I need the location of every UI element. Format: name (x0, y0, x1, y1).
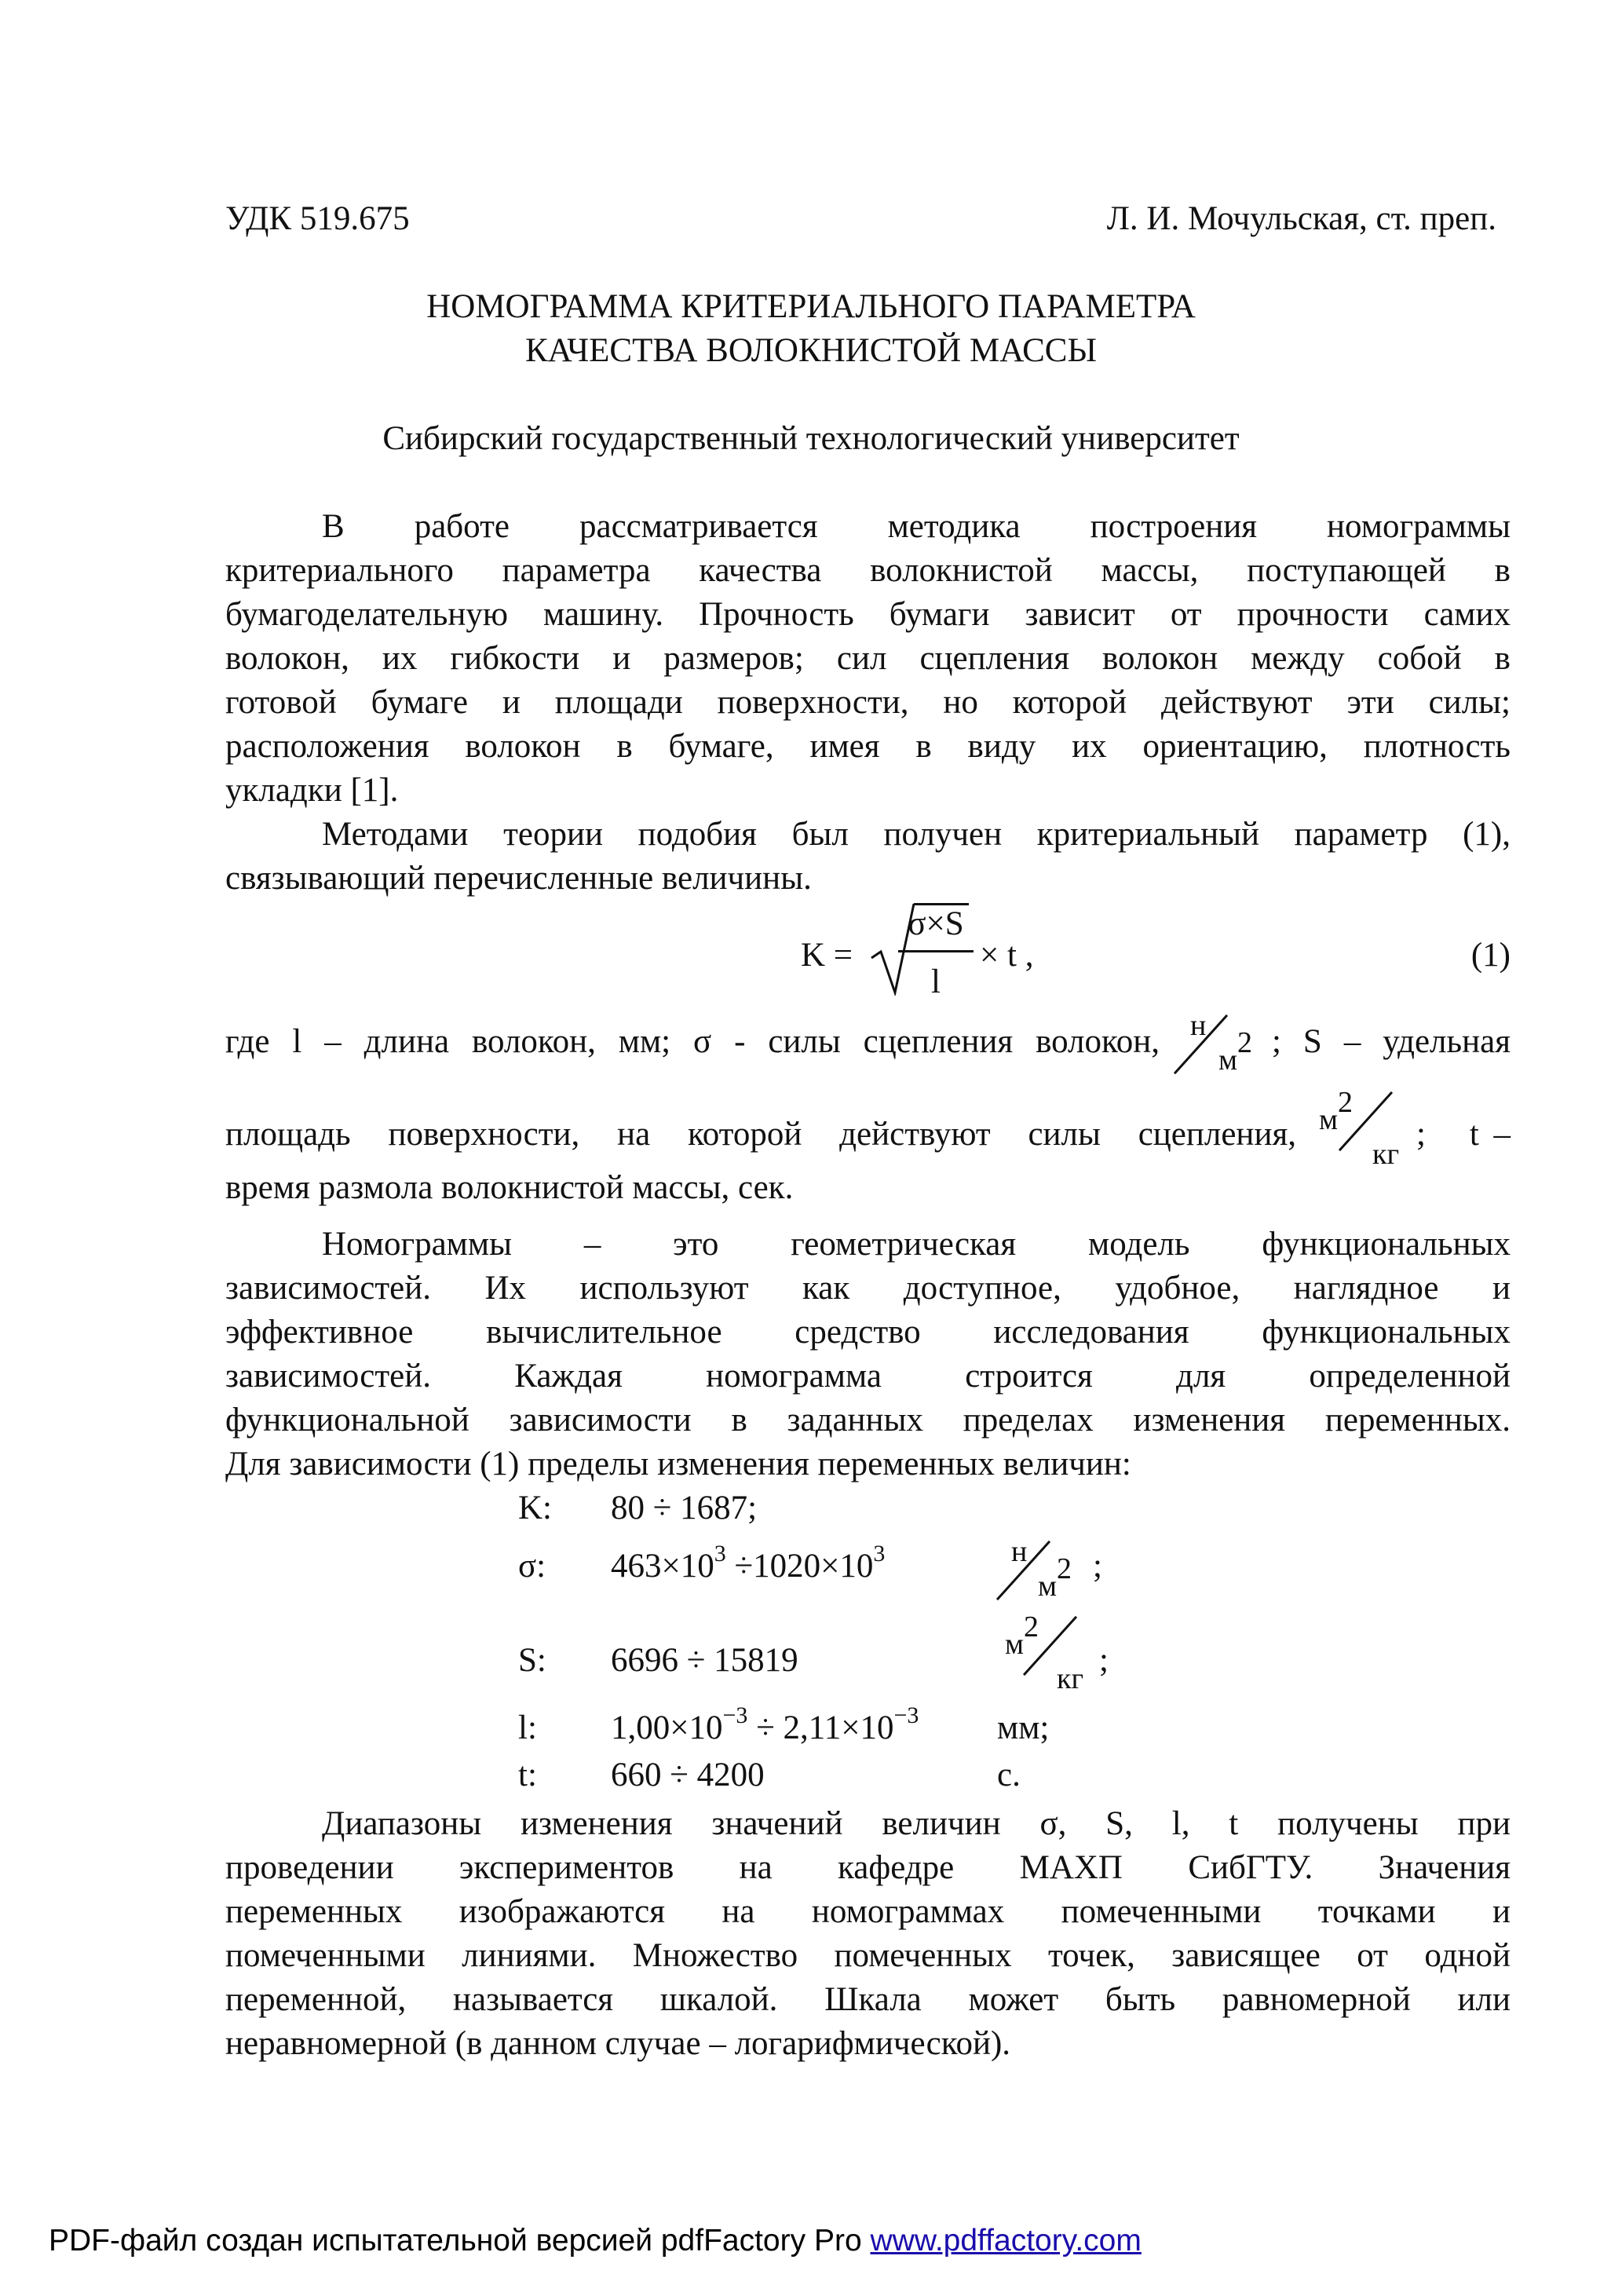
affiliation: Сибирский государственный технологический университет (382, 420, 1240, 457)
unit-den (1218, 1026, 1253, 1083)
ranges-text-line: неравномерной (в данном случае – логарифмической). (225, 2025, 1011, 2062)
unit-num (1005, 1610, 1039, 1667)
range-label: t: (518, 1757, 537, 1793)
range-pow: −3 (893, 1702, 919, 1728)
range-pow: 3 (873, 1541, 886, 1567)
title-line-1: НОМОГРАММА КРИТЕРИАЛЬНОГО ПАРАМЕТРА (426, 288, 1196, 325)
range-value: 6696 ÷ 15819 (611, 1642, 798, 1679)
intro-line: В работе рассматривается методика построения номограммы (322, 508, 1511, 545)
formula-denominator: l (931, 963, 941, 1000)
nomo-line: Для зависимости (1) пределы изменения переменных величин: (225, 1446, 1131, 1483)
range-unit: мм; (997, 1709, 1050, 1746)
title-line-2: КАЧЕСТВА ВОЛОКНИСТОЙ МАССЫ (525, 332, 1097, 369)
unit-num (1319, 1086, 1353, 1143)
intro-line: укладки [1]. (225, 772, 399, 809)
range-value (611, 1541, 886, 1589)
where-line-2-end: ; t – (1416, 1116, 1511, 1153)
unit-den (1038, 1552, 1072, 1609)
where-line-3: время размола волокнистой массы, сек. (225, 1169, 794, 1206)
unit-end: ; (1093, 1548, 1102, 1585)
author: Л. И. Мочульская, ст. преп. (1106, 200, 1496, 237)
nomo-line: функциональной зависимости в заданных пределах изменения переменных. (225, 1402, 1511, 1439)
range-value-a: 463×10 (611, 1548, 714, 1585)
udc-code: УДК 519.675 (225, 200, 410, 237)
where-line-1-end: ; S – удельная (1272, 1023, 1511, 1060)
unit-den: кг (1372, 1138, 1400, 1171)
unit-num: н (1190, 1009, 1207, 1042)
unit-den: кг (1057, 1662, 1084, 1695)
intro-line: расположения волокон в бумаге, имея в виду их ориентацию, плотность (225, 728, 1511, 765)
ranges-text-line: проведении экспериментов на кафедре МАХП СибГТУ. Значения (225, 1849, 1511, 1886)
methods-line: связывающий перечисленные величины. (225, 860, 812, 897)
nomo-line: эффективное вычислительное средство исследования функциональных (225, 1314, 1511, 1351)
methods-line: Методами теории подобия был получен критериальный параметр (1), (322, 816, 1511, 853)
range-label: σ: (518, 1548, 546, 1585)
where-line-2: площадь поверхности, на которой действуют силы сцепления, (225, 1116, 1296, 1153)
range-value-b: ÷ 2,11×10 (747, 1709, 894, 1746)
fraction-bar (898, 950, 974, 952)
formula-number: (1) (1470, 937, 1511, 974)
unit-num: н (1011, 1535, 1028, 1568)
nomo-line: зависимостей. Каждая номограмма строится для определенной (225, 1358, 1511, 1395)
unit-den-text: м (1038, 1570, 1058, 1603)
range-value: 80 ÷ 1687; (611, 1490, 758, 1526)
range-label: S: (518, 1642, 546, 1679)
footer-link[interactable]: www.pdffactory.com (870, 2224, 1142, 2258)
range-label: K: (518, 1490, 552, 1526)
intro-line: волокон, их гибкости и размеров; сил сцепления волокон между собой в (225, 640, 1511, 677)
ranges-text-line: помеченными линиями. Множество помеченных точек, зависящее от одной (225, 1937, 1511, 1974)
range-unit: с. (997, 1757, 1021, 1793)
pdf-footer (49, 2224, 1142, 2258)
formula-times-t: × t , (980, 937, 1034, 974)
unit-den-pow: 2 (1237, 1026, 1253, 1059)
intro-line: бумагоделательную машину. Прочность бумаги зависит от прочности самих (225, 596, 1511, 633)
range-value-b: ÷1020×10 (725, 1548, 874, 1585)
intro-line: критериального параметра качества волокнистой массы, поступающей в (225, 552, 1511, 589)
formula-numerator: σ×S (908, 905, 964, 942)
ranges-text-line: переменной, называется шкалой. Шкала может быть равномерной или (225, 1981, 1511, 2018)
range-pow: −3 (722, 1702, 748, 1728)
unit-num-pow: 2 (1338, 1086, 1353, 1119)
unit-num-text: м (1005, 1628, 1025, 1661)
nomo-line: зависимостей. Их используют как доступное, удобное, наглядное и (225, 1270, 1511, 1307)
unit-num-text: м (1319, 1103, 1339, 1136)
range-value-a: 1,00×10 (611, 1709, 723, 1746)
intro-line: готовой бумаге и площади поверхности, но которой действуют эти силы; (225, 684, 1511, 721)
formula-lhs: K = (801, 937, 853, 974)
unit-den-text: м (1218, 1044, 1238, 1077)
range-value: 660 ÷ 4200 (611, 1757, 765, 1793)
range-pow: 3 (714, 1541, 726, 1567)
range-label: l: (518, 1709, 537, 1746)
footer-text: PDF-файл создан испытательной версией pdfFactory Pro (49, 2224, 862, 2258)
ranges-text-line: Диапазоны изменения значений величин σ, S, l, t получены при (322, 1805, 1511, 1842)
where-line-1: где l – длина волокон, мм; σ - силы сцепления волокон, (225, 1023, 1160, 1060)
unit-den-pow: 2 (1057, 1552, 1072, 1585)
nomo-line: Номограммы – это геометрическая модель функциональных (322, 1226, 1511, 1263)
range-value (611, 1702, 919, 1750)
unit-num-pow: 2 (1024, 1610, 1039, 1643)
ranges-text-line: переменных изображаются на номограммах помеченными точками и (225, 1893, 1511, 1930)
unit-end: ; (1099, 1642, 1109, 1679)
